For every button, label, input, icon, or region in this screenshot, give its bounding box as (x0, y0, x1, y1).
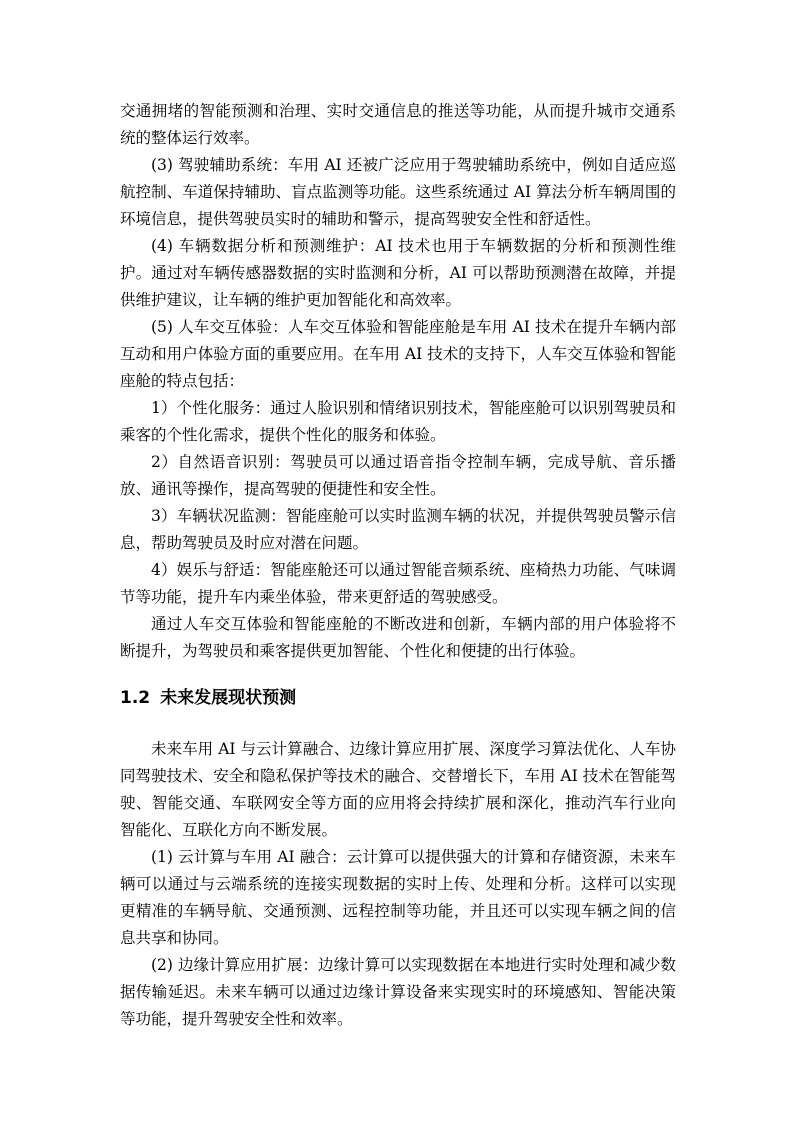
paragraph-driving-assistance: (3) 驾驶辅助系统：车用 AI 还被广泛应用于驾驶辅助系统中，例如自适应巡航控制、车道保持辅助、盲点监测等功能。这些系统通过 AI 算法分析车辆周围的环境信息，提供驾驶员实时的辅助和警示，提高驾驶安全性和舒适性。 (120, 156, 676, 228)
page-content (120, 98, 676, 1033)
list-item-voice-recognition: 2）自然语音识别：驾驶员可以通过语音指令控制车辆，完成导航、音乐播放、通讯等操作，提高驾驶的便捷性和安全性。 (120, 453, 676, 498)
list-item-vehicle-monitoring: 3）车辆状况监测：智能座舱可以实时监测车辆的状况，并提供驾驶员警示信息，帮助驾驶员及时应对潜在问题。 (120, 507, 676, 552)
paragraph-traffic-continuation: 交通拥堵的智能预测和治理、实时交通信息的推送等功能，从而提升城市交通系统的整体运行效率。 (120, 102, 676, 147)
list-item-personalized-service: 1）个性化服务：通过人脸识别和情绪识别技术，智能座舱可以识别驾驶员和乘客的个性化需求，提供个性化的服务和体验。 (120, 399, 676, 444)
section-heading (120, 687, 676, 709)
paragraph-interaction-summary: 通过人车交互体验和智能座舱的不断改进和创新，车辆内部的用户体验将不断提升，为驾驶员和乘客提供更加智能、个性化和便捷的出行体验。 (120, 615, 676, 660)
paragraph-cloud-computing: (1) 云计算与车用 AI 融合：云计算可以提供强大的计算和存储资源，未来车辆可以通过与云端系统的连接实现数据的实时上传、处理和分析。这样可以实现更精准的车辆导航、交通预测、远程控制等功能，并且还可以实现车辆之间的信息共享和协同。 (120, 848, 676, 947)
list-item-entertainment-comfort: 4）娱乐与舒适：智能座舱还可以通过智能音频系统、座椅热力功能、气味调节等功能，提升车内乘坐体验，带来更舒适的驾驶感受。 (120, 561, 676, 606)
paragraph-human-vehicle-interaction: (5) 人车交互体验：人车交互体验和智能座舱是车用 AI 技术在提升车辆内部互动和用户体验方面的重要应用。在车用 AI 技术的支持下，人车交互体验和智能座舱的特点包括： (120, 318, 676, 390)
paragraph-edge-computing: (2) 边缘计算应用扩展：边缘计算可以实现数据在本地进行实时处理和减少数据传输延迟。未来车辆可以通过边缘计算设备来实现实时的环境感知、智能决策等功能，提升驾驶安全性和效率。 (120, 956, 676, 1028)
paragraph-future-overview: 未来车用 AI 与云计算融合、边缘计算应用扩展、深度学习算法优化、人车协同驾驶技术、安全和隐私保护等技术的融合、交替增长下，车用 AI 技术在智能驾驶、智能交通、车联网安全等方面的应用将会持续扩展和深化，推动汽车行业向智能化、互联化方向不断发展。 (120, 740, 676, 839)
section-number: 1.2 (120, 688, 151, 708)
paragraph-predictive-maintenance: (4) 车辆数据分析和预测维护：AI 技术也用于车辆数据的分析和预测性维护。通过对车辆传感器数据的实时监测和分析，AI 可以帮助预测潜在故障，并提供维护建议，让车辆的维护更加智能化和高效率。 (120, 237, 676, 309)
section-title: 未来发展现状预测 (160, 688, 297, 708)
